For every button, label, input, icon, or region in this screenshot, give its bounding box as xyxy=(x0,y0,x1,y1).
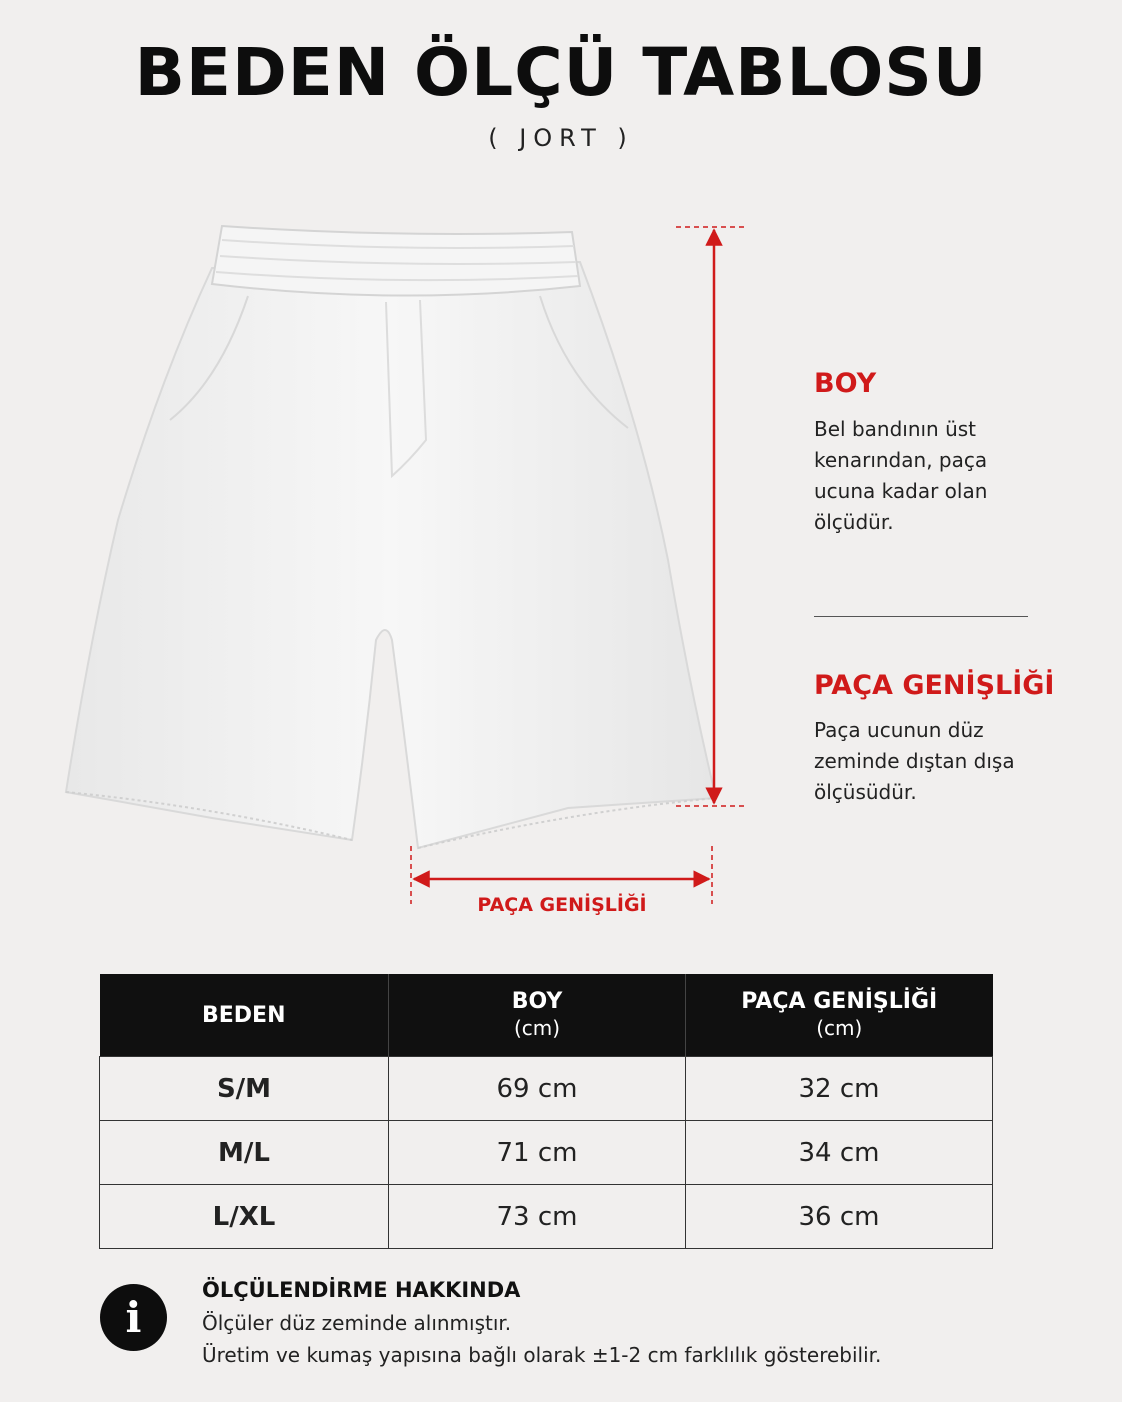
paca-description: Paça ucunun düz zeminde dıştan dışa ölçüsüdür. xyxy=(814,718,1015,804)
info-icon: i xyxy=(100,1284,167,1351)
divider xyxy=(814,616,1028,617)
header-paca: PAÇA GENİŞLİĞİ (cm) xyxy=(686,974,993,1057)
header-boy: BOY (cm) xyxy=(389,974,686,1057)
paca-cell: 34 cm xyxy=(686,1121,993,1185)
page-subtitle: ( JORT ) xyxy=(488,124,634,152)
waistband xyxy=(212,226,580,296)
paca-diagram-label: PAÇA GENİŞLİĞİ xyxy=(477,894,647,916)
size-table xyxy=(99,974,993,1249)
paca-heading: PAÇA GENİŞLİĞİ xyxy=(814,670,1055,701)
shorts-illustration xyxy=(0,200,1122,920)
paca-cell: 36 cm xyxy=(686,1185,993,1249)
boy-cell: 73 cm xyxy=(389,1185,686,1249)
size-cell: M/L xyxy=(100,1121,389,1185)
boy-cell: 71 cm xyxy=(389,1121,686,1185)
note-line: Ölçüler düz zeminde alınmıştır. xyxy=(202,1311,512,1335)
header-beden: BEDEN xyxy=(100,974,389,1057)
boy-cell: 69 cm xyxy=(389,1057,686,1121)
table-header-row xyxy=(100,974,993,1057)
page-title: BEDEN ÖLÇÜ TABLOSU xyxy=(134,34,988,111)
boy-description: Bel bandının üst kenarından, paça ucuna kadar olan ölçüdür. xyxy=(814,417,988,534)
note-line: Üretim ve kumaş yapısına bağlı olarak ±1-2 cm farklılık gösterebilir. xyxy=(202,1343,882,1367)
table-row xyxy=(100,1185,993,1249)
table-row xyxy=(100,1121,993,1185)
note-title: ÖLÇÜLENDİRME HAKKINDA xyxy=(202,1278,521,1302)
paca-cell: 32 cm xyxy=(686,1057,993,1121)
shorts-body xyxy=(66,262,716,848)
table-row xyxy=(100,1057,993,1121)
boy-heading: BOY xyxy=(814,368,877,399)
size-cell: L/XL xyxy=(100,1185,389,1249)
size-cell: S/M xyxy=(100,1057,389,1121)
